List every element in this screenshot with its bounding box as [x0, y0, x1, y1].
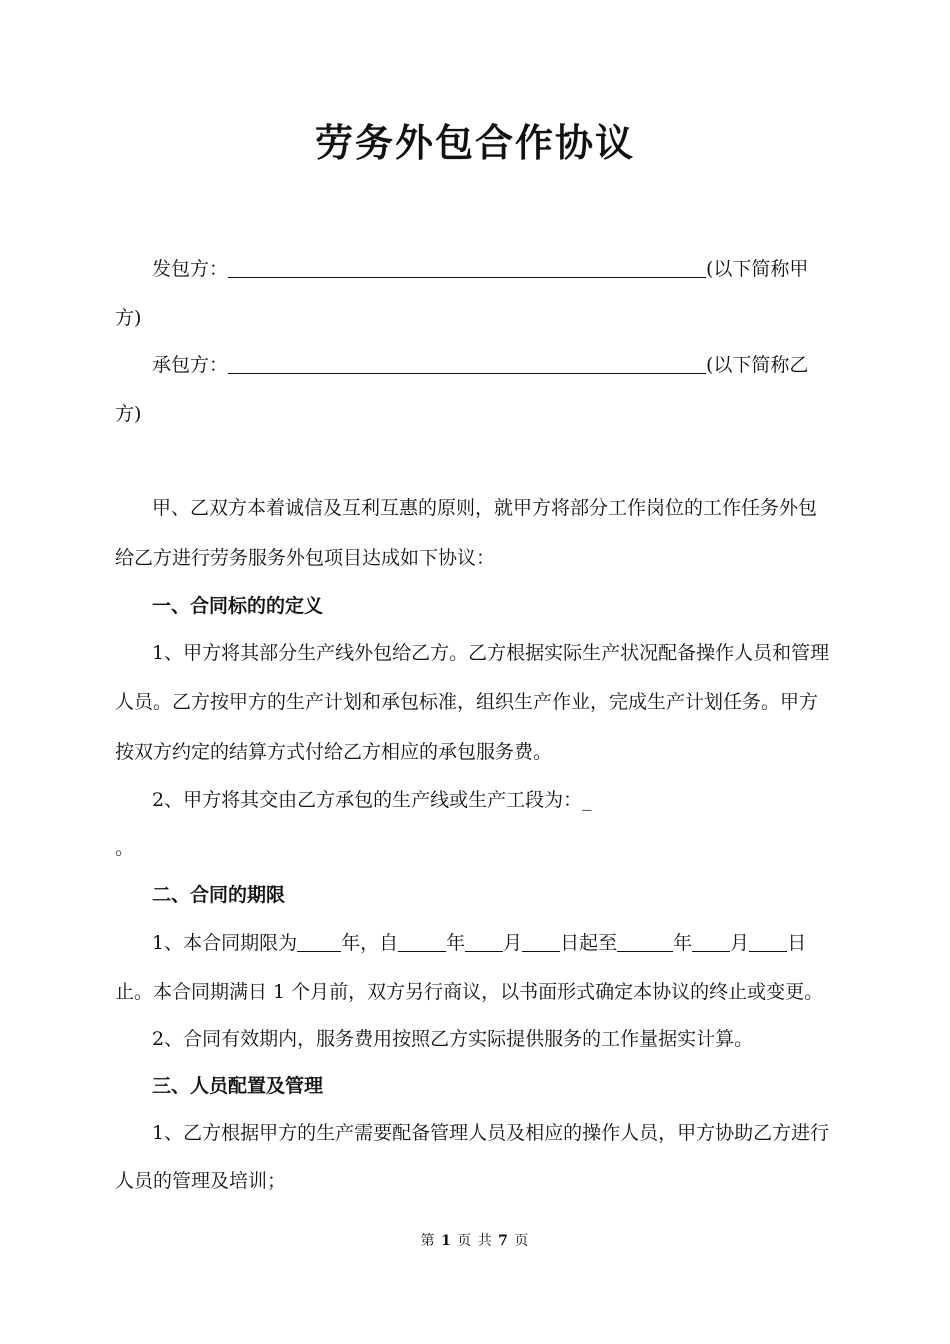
party-a-line [152, 256, 835, 282]
section-2-heading: 二、合同的期限 [152, 884, 286, 906]
section-1-heading: 一、合同标的的定义 [152, 595, 324, 617]
section-1-p1-line-1: 1、甲方将其部分生产线外包给乙方。乙方根据实际生产状况配备操作人员和管理 [152, 642, 830, 664]
party-a-wrap: 方) [115, 307, 142, 329]
intro-line-2: 给乙方进行劳务服务外包项目达成如下协议： [115, 547, 496, 569]
document-title: 劳务外包合作协议 [314, 120, 635, 165]
party-b-wrap: 方) [115, 403, 142, 425]
term-text-f: 年 [673, 932, 693, 954]
footer-suffix: 页 [514, 1233, 530, 1249]
section-3-heading: 三、人员配置及管理 [152, 1075, 324, 1097]
party-b-blank[interactable] [228, 353, 706, 374]
party-b-suffix: (以下简称乙 [706, 354, 809, 376]
term-text-d: 月 [503, 932, 523, 954]
section-2-p1-line-2: 止。本合同期满日 1 个月前，双方另行商议，以书面形式确定本协议的终止或变更。 [115, 981, 824, 1003]
section-3-p1-line-2: 人员的管理及培训； [115, 1170, 287, 1192]
term-text-e: 日起至 [560, 932, 618, 954]
section-3-p1-line-1: 1、乙方根据甲方的生产需要配备管理人员及相应的操作人员，甲方协助乙方进行 [152, 1122, 830, 1144]
footer-current-page: 1 [441, 1233, 452, 1249]
term-text-a: 1、本合同期限为 [152, 932, 298, 954]
party-a-blank[interactable] [228, 257, 706, 278]
party-a-label: 发包方： [152, 258, 229, 280]
term-text-g: 月 [730, 932, 750, 954]
term-text-c: 年 [446, 932, 466, 954]
section-1-p1-line-3: 按双方约定的结算方式付给乙方相应的承包服务费。 [115, 741, 553, 763]
party-a-suffix: (以下简称甲 [706, 258, 809, 280]
page-footer [0, 1230, 950, 1250]
end-year-blank[interactable] [617, 931, 673, 952]
party-b-line [152, 352, 835, 378]
party-b-label: 承包方： [152, 354, 229, 376]
footer-total-pages: 7 [498, 1233, 509, 1249]
start-month-blank[interactable] [465, 931, 503, 952]
start-day-blank[interactable] [522, 931, 560, 952]
end-month-blank[interactable] [692, 931, 730, 952]
term-text-b: 年，自 [341, 932, 399, 954]
footer-prefix: 第 [420, 1233, 436, 1249]
start-year-blank[interactable] [398, 931, 446, 952]
section-1-p2-line-2: 。 [115, 837, 135, 859]
end-day-blank[interactable] [749, 931, 787, 952]
section-1-p2-line-1: 2、甲方将其交由乙方承包的生产线或生产工段为：_ [152, 789, 592, 811]
intro-line-1: 甲、乙双方本着诚信及互利互惠的原则，就甲方将部分工作岗位的工作任务外包 [152, 497, 818, 519]
term-years-blank[interactable] [297, 931, 341, 952]
footer-middle: 页 共 [457, 1233, 493, 1249]
term-text-h: 日 [787, 932, 807, 954]
section-2-p1-line-1 [152, 930, 835, 956]
section-1-p1-line-2: 人员。乙方按甲方的生产计划和承包标准，组织生产作业，完成生产计划任务。甲方 [115, 691, 819, 713]
section-2-p2: 2、合同有效期内，服务费用按照乙方实际提供服务的工作量据实计算。 [152, 1028, 754, 1050]
